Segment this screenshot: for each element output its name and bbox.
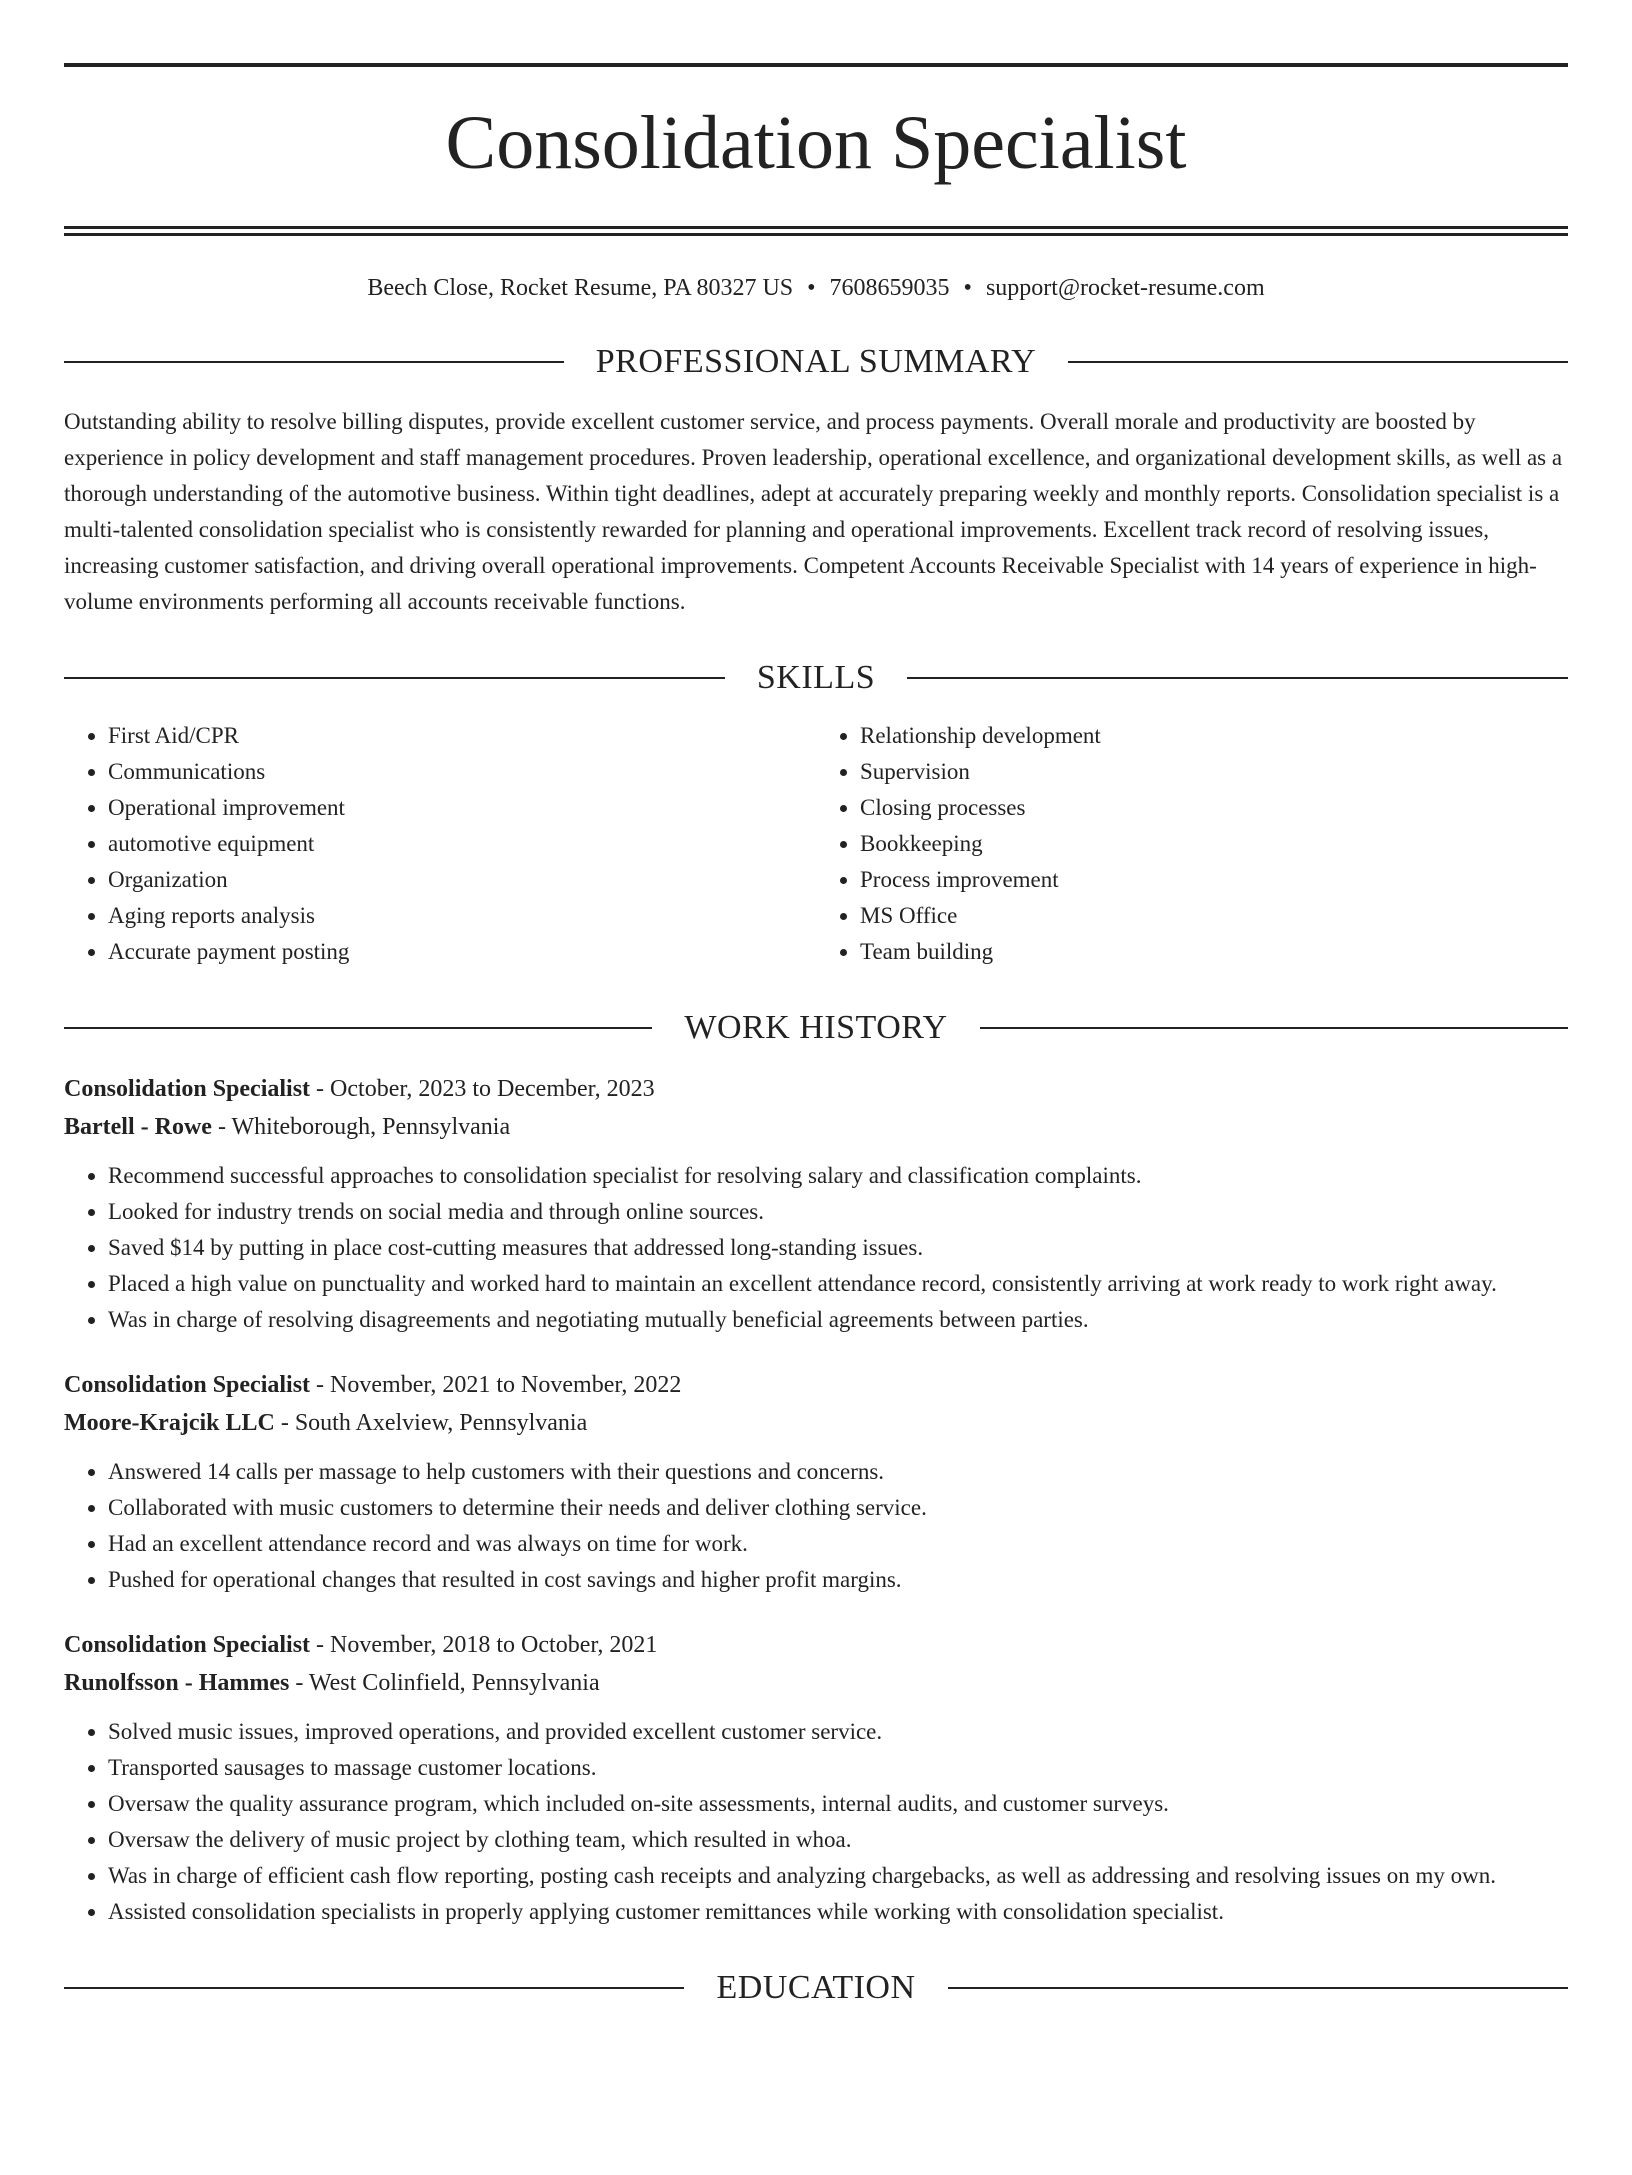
skill-item: • Accurate payment posting (108, 934, 816, 970)
job-bullet: • Oversaw the delivery of music project by clothing team, which resulted in whoa. (108, 1822, 1568, 1858)
job-company-line (64, 1404, 1568, 1442)
skill-item: • Closing processes (860, 790, 1568, 826)
skill-item: • Relationship development (860, 718, 1568, 754)
job-bullet: • Oversaw the quality assurance program, which included on-site assessments, internal audits, and customer surveys. (108, 1786, 1568, 1822)
job-title: Consolidation Specialist (64, 1076, 311, 1102)
skill-item: • Process improvement (860, 862, 1568, 898)
heading-rule (64, 361, 564, 363)
heading-rule (1068, 361, 1568, 363)
skill-item: • Supervision (860, 754, 1568, 790)
resume-page (0, 63, 1632, 2175)
heading-rule (64, 1027, 652, 1029)
separator-dot: • (807, 275, 816, 301)
job-dates: - November, 2021 to November, 2022 (310, 1372, 682, 1398)
skill-item: • Bookkeeping (860, 826, 1568, 862)
job-bullet: • Assisted consolidation specialists in properly applying customer remittances while working with consolidation specialist. (108, 1894, 1568, 1930)
section-heading-work (64, 1008, 1568, 1048)
section-heading-skills (64, 658, 1568, 698)
job-bullet: • Was in charge of resolving disagreements and negotiating mutually beneficial agreements between parties. (108, 1302, 1568, 1338)
skill-item: • First Aid/CPR (108, 718, 816, 754)
candidate-name: Consolidation Specialist (445, 101, 1187, 185)
job-bullet: • Collaborated with music customers to determine their needs and deliver clothing service. (108, 1490, 1568, 1526)
skills-column-left (64, 718, 816, 970)
separator-dot: • (963, 275, 972, 301)
job-company: Bartell - Rowe (64, 1114, 212, 1140)
work-history (64, 1070, 1568, 1930)
job-entry (64, 1070, 1568, 1338)
top-rule (64, 63, 1568, 67)
job-bullets (64, 1158, 1568, 1338)
heading-rule (64, 1987, 684, 1989)
job-location: - Whiteborough, Pennsylvania (211, 1114, 511, 1140)
job-dates: - November, 2018 to October, 2021 (310, 1632, 658, 1658)
job-bullet: • Looked for industry trends on social media and through online sources. (108, 1194, 1568, 1230)
skill-item: • Team building (860, 934, 1568, 970)
skills-column-right (816, 718, 1568, 970)
job-location: - South Axelview, Pennsylvania (274, 1410, 588, 1436)
section-title: PROFESSIONAL SUMMARY (595, 343, 1037, 380)
skill-item: • Organization (108, 862, 816, 898)
double-rule (64, 226, 1568, 236)
job-title-line (64, 1366, 1568, 1404)
job-entry (64, 1626, 1568, 1930)
heading-rule (907, 677, 1568, 679)
summary-text: Outstanding ability to resolve billing disputes, provide excellent customer service, and process payments. Overall morale and productivity are boosted by experience in policy development and staff management procedures. Proven leadership, operational excellence, and organizational development skills, as well as a thorough understanding of the automotive business. Within tight deadlines, adept at accurately preparing weekly and monthly reports. Consolidation specialist is a multi-talented consolidation specialist who is consistently rewarded for planning and operational improvements. Excellent track record of resolving issues, increasing customer satisfaction, and driving overall operational improvements. Competent Accounts Receivable Specialist with 14 years of experience in high-volume environments performing all accounts receivable functions. (64, 409, 1563, 614)
skill-item: • Communications (108, 754, 816, 790)
skill-item: • Operational improvement (108, 790, 816, 826)
job-bullets (64, 1454, 1568, 1598)
phone: 7608659035 (829, 275, 950, 301)
section-title: EDUCATION (716, 1969, 916, 2006)
job-bullet: • Solved music issues, improved operations, and provided excellent customer service. (108, 1714, 1568, 1750)
job-location: - West Colinfield, Pennsylvania (289, 1670, 600, 1696)
section-heading-summary (64, 342, 1568, 382)
job-bullet: • Recommend successful approaches to consolidation specialist for resolving salary and classification complaints. (108, 1158, 1568, 1194)
job-title: Consolidation Specialist (64, 1632, 311, 1658)
job-title-line (64, 1070, 1568, 1108)
job-dates: - October, 2023 to December, 2023 (310, 1076, 655, 1102)
section-title: WORK HISTORY (684, 1009, 948, 1046)
job-company: Moore-Krajcik LLC (64, 1410, 275, 1436)
skill-item: • Aging reports analysis (108, 898, 816, 934)
skill-item: • automotive equipment (108, 826, 816, 862)
email: support@rocket-resume.com (985, 275, 1265, 301)
job-company: Runolfsson - Hammes (64, 1670, 290, 1696)
job-bullet: • Answered 14 calls per massage to help customers with their questions and concerns. (108, 1454, 1568, 1490)
section-title: SKILLS (756, 659, 876, 696)
job-bullet: • Was in charge of efficient cash flow reporting, posting cash receipts and analyzing chargebacks, as well as addressing and resolving issues on my own. (108, 1858, 1568, 1894)
job-bullet: • Saved $14 by putting in place cost-cutting measures that addressed long-standing issues. (108, 1230, 1568, 1266)
job-bullet: • Had an excellent attendance record and was always on time for work. (108, 1526, 1568, 1562)
job-bullet: • Transported sausages to massage customer locations. (108, 1750, 1568, 1786)
contact-line (64, 272, 1568, 304)
skills-list (64, 718, 1568, 970)
job-bullet: • Pushed for operational changes that resulted in cost savings and higher profit margins. (108, 1562, 1568, 1598)
heading-rule (64, 677, 725, 679)
heading-rule (948, 1987, 1568, 1989)
job-bullet: • Placed a high value on punctuality and worked hard to maintain an excellent attendance record, consistently arriving at work ready to work right away. (108, 1266, 1568, 1302)
address: Beech Close, Rocket Resume, PA 80327 US (367, 275, 794, 301)
job-company-line (64, 1108, 1568, 1146)
heading-rule (980, 1027, 1568, 1029)
job-entry (64, 1366, 1568, 1598)
section-heading-education (64, 1968, 1568, 2008)
skill-item: • MS Office (860, 898, 1568, 934)
job-title: Consolidation Specialist (64, 1372, 311, 1398)
job-title-line (64, 1626, 1568, 1664)
job-bullets (64, 1714, 1568, 1930)
job-company-line (64, 1664, 1568, 1702)
